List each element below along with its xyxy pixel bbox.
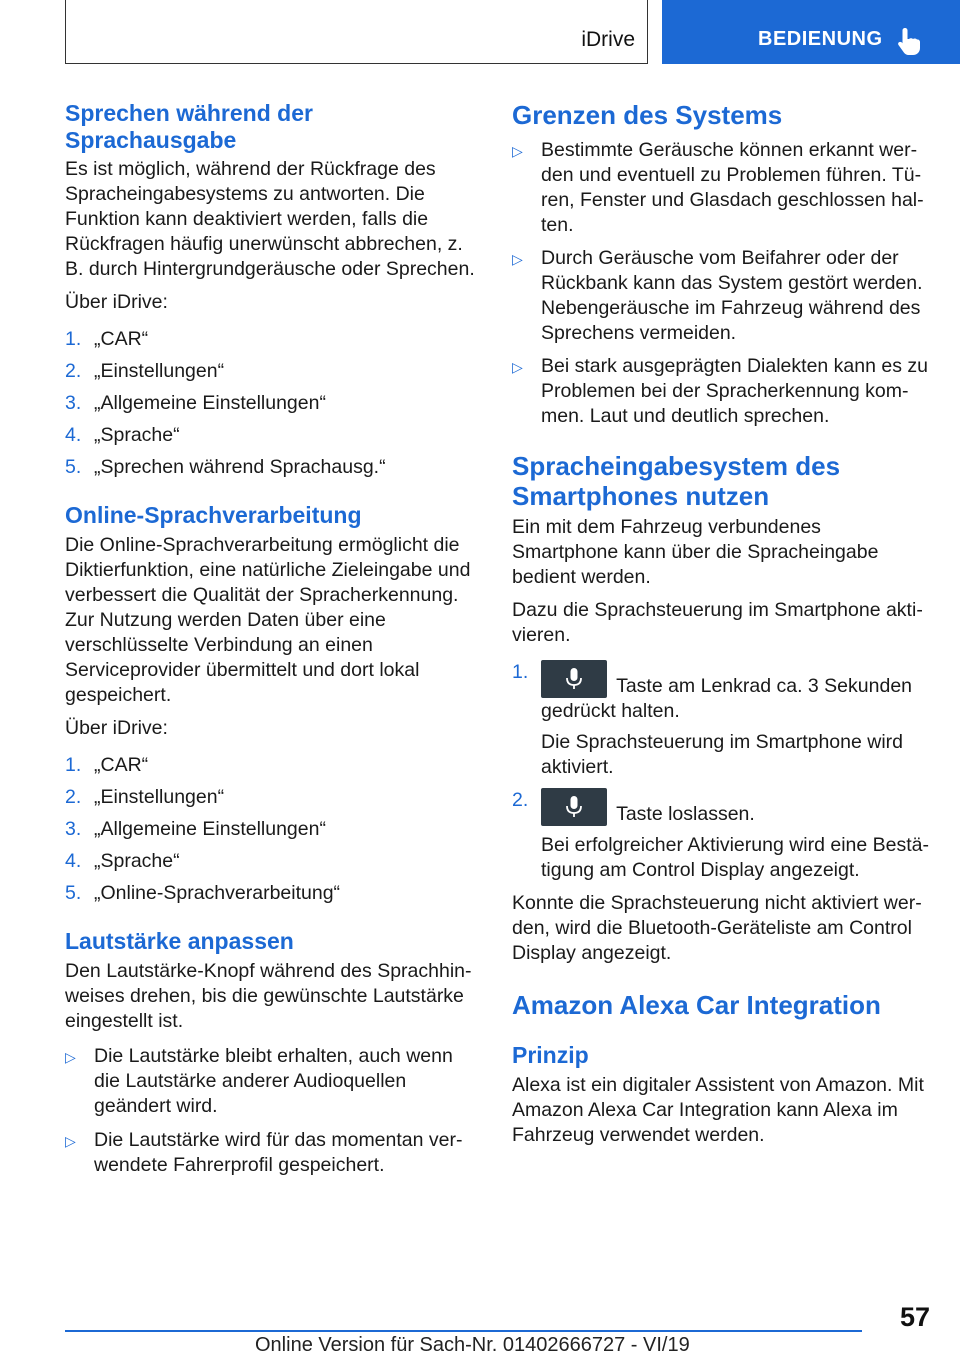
header-chapter-title: BEDIENUNG bbox=[758, 28, 883, 50]
header-section-box bbox=[65, 0, 648, 64]
microphone-icon bbox=[565, 668, 583, 690]
step-result-text: Bei erfolgreicher Aktivierung wird eine Bestätigung am Control Display angezeigt. bbox=[541, 834, 930, 881]
idrive-steps-list bbox=[65, 753, 477, 906]
section-text-principle: Alexa ist ein digitaler Assistent von Amazon. Mit Amazon Alexa Car Integration kann Alexa im Fahrzeug verwendet werden. bbox=[512, 1074, 924, 1146]
system-limits-bullets bbox=[512, 138, 932, 429]
list-item: 5. „Online-Sprachverarbeitung“ bbox=[65, 882, 341, 904]
list-item: ▷ Bei stark ausgeprägten Dialekten kann es zu Problemen bei der Spracherkennung kommen. Laut und deutlich sprechen. bbox=[512, 355, 928, 427]
idrive-steps-list bbox=[65, 327, 477, 480]
right-column bbox=[512, 100, 932, 1148]
list-item: 1. Taste am Lenkrad ca. 3 Sekunden gedrückt halten. Die Sprachsteuerung im Smartphone wird aktiviert. bbox=[512, 660, 932, 780]
list-item: 5. „Sprechen während Sprachausg.“ bbox=[65, 456, 386, 478]
voice-control-button bbox=[541, 660, 607, 698]
list-item: 3. „Allgemeine Einstellungen“ bbox=[65, 818, 326, 840]
list-item: ▷ Die Lautstärke bleibt erhalten, auch wenn die Lautstärke anderer Audioquellen geändert wird. bbox=[65, 1045, 453, 1117]
left-column bbox=[65, 100, 477, 1178]
idrive-path-label: Über iDrive: bbox=[65, 717, 168, 739]
voice-control-button bbox=[541, 788, 607, 826]
volume-bullets bbox=[65, 1044, 477, 1178]
list-item: 4. „Sprache“ bbox=[65, 850, 180, 872]
header-chapter-tab bbox=[662, 0, 960, 64]
section-title-volume: Lautstärke anpassen bbox=[65, 928, 294, 954]
section-text-smartphone-voice: Ein mit dem Fahrzeug verbundenes Smartphone kann über die Spracheingabe bedient werden. bbox=[512, 516, 879, 588]
footer-divider bbox=[65, 1330, 862, 1332]
idrive-path-label: Über iDrive: bbox=[65, 291, 168, 313]
section-title-smartphone-voice: Spracheingabesystem des Smartphones nutzen bbox=[512, 451, 841, 511]
section-title-system-limits: Grenzen des Systems bbox=[512, 100, 783, 130]
subsection-title-principle: Prinzip bbox=[512, 1042, 589, 1068]
list-item: ▷ Bestimmte Geräusche können erkannt werden und eventuell zu Problemen führen. Türen, Fenster und Glasdach geschlossen halten. bbox=[512, 139, 924, 236]
list-item: 2. Taste loslassen. Bei erfolgreicher Aktivierung wird eine Bestätigung am Control Display angezeigt. bbox=[512, 788, 932, 883]
list-item: 2. „Einstellungen“ bbox=[65, 786, 225, 808]
section-text-online-speech: Die Online-Sprachverarbeitung ermöglicht die Diktierfunktion, eine natürliche Zieleingabe und verbessert die Qualität der Spracherkennung. Zur Nutzung werden Daten über eine verschlüsselte Verbindung an einen Serviceprovider übermittelt und dort lokal gespeichert. bbox=[65, 534, 471, 706]
footer-edition-text: Online Version für Sach-Nr. 01402666727 - VI/19 bbox=[255, 1334, 690, 1356]
list-item: 4. „Sprache“ bbox=[65, 424, 180, 446]
smartphone-steps-list bbox=[512, 660, 932, 883]
section-text-volume: Den Lautstärke-Knopf während des Sprachhinweises drehen, bis die gewünschte Lautstärke eingestellt ist. bbox=[65, 960, 472, 1032]
list-item: ▷ Durch Geräusche vom Beifahrer oder der Rückbank kann das System gestört werden. Nebengeräusche im Fahrzeug während des Sprechens vermeiden. bbox=[512, 247, 923, 344]
step-result-text: Die Sprachsteuerung im Smartphone wird aktiviert. bbox=[541, 731, 904, 778]
microphone-icon bbox=[565, 796, 583, 818]
section-text-speaking-during-output: Es ist möglich, während der Rückfrage des Spracheingabesystems zu antworten. Die Funktion kann deaktiviert werden, falls die Rückfragen häufig unerwünscht abbrechen, z. B. durch Hintergrundgeräusche oder Sprechen. bbox=[65, 158, 475, 280]
page-number: 57 bbox=[899, 1302, 930, 1332]
section-title-online-speech: Online-Sprachverarbeitung bbox=[65, 502, 362, 528]
section-title-speaking-during-output: Sprechen während der Sprachausgabe bbox=[65, 100, 313, 153]
list-item: 3. „Allgemeine Einstellungen“ bbox=[65, 392, 326, 414]
list-item: 2. „Einstellungen“ bbox=[65, 360, 225, 382]
hand-pointer-icon bbox=[896, 26, 922, 56]
section-title-alexa: Amazon Alexa Car Integration bbox=[512, 990, 881, 1020]
list-item: ▷ Die Lautstärke wird für das momentan verwendete Fahrerprofil gespeichert. bbox=[65, 1129, 463, 1176]
section-text-smartphone-activate: Dazu die Sprachsteuerung im Smartphone aktivieren. bbox=[512, 599, 923, 646]
list-item: 1. „CAR“ bbox=[65, 328, 149, 350]
section-text-bluetooth-fallback: Konnte die Sprachsteuerung nicht aktiviert werden, wird die Bluetooth-Geräteliste am Control Display angezeigt. bbox=[512, 892, 922, 964]
list-item: 1. „CAR“ bbox=[65, 754, 149, 776]
header-section-title: iDrive bbox=[581, 28, 635, 51]
